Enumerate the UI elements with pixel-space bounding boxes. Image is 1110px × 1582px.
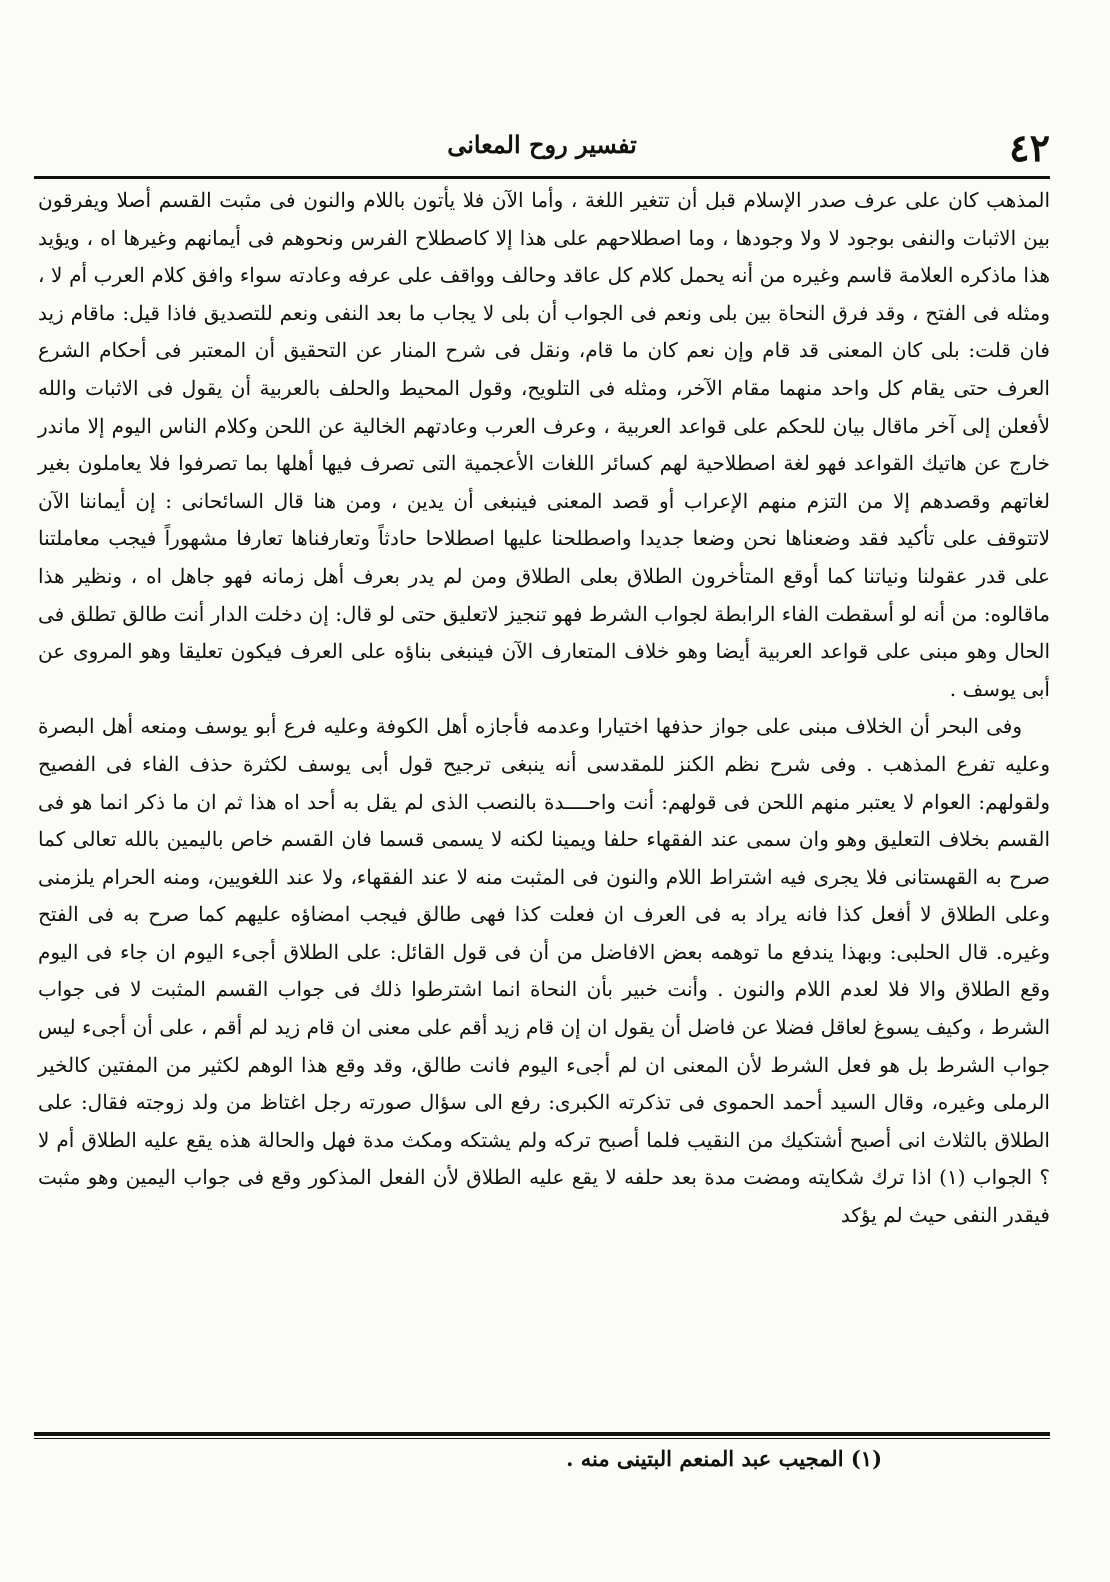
page-number: ٤٢: [1009, 125, 1050, 170]
paragraph-2: وفى البحر أن الخلاف مبنى على جواز حذفها اختيارا وعدمه فأجازه أهل الكوفة وعليه فرع أبو يوسف ومنعه أهل البصرة وعليه تفرع المذهب . وفى شرح نظم الكنز للمقدسى أنه ينبغى ترجيح قول أبى يوسف لكثرة حذف الفاء فى الفصيح ولقولهم: العوام لا يعتبر منهم اللحن فى قولهم: أنت واحــــدة بالنصب الذى لم يقل به أحد اه هذا ثم ان ما ذكر انما هو فى القسم بخلاف التعليق وهو وان سمى عند الفقهاء حلفا ويمينا لكنه لا يسمى قسما فان القسم خاص باليمين بالله تعالى كما صرح به القهستانى فلا يجرى فيه اشتراط اللام والنون فى المثبت منه لا عند الفقهاء، ولا عند اللغويين، ومنه الحرام يلزمنى وعلى الطلاق لا أفعل كذا فانه يراد به فى العرف ان فعلت كذا فهى طالق فيجب امضاؤه عليهم كما صرح به فى الفتح وغيره. قال الحلبى: وبهذا يندفع ما توهمه بعض الافاضل من أن فى قول القائل: على الطلاق أجىء اليوم ان جاء فى اليوم وقع الطلاق والا فلا لعدم اللام والنون . وأنت خبير بأن النحاة انما اشترطوا ذلك فى جواب القسم المثبت لا فى جواب الشرط ، وكيف يسوغ لعاقل فضلا عن فاضل أن يقول ان إن قام زيد أقم على معنى ان قام زيد لم أقم ، على أن أجىء ليس جواب الشرط بل هو فعل الشرط لأن المعنى ان لم أجىء اليوم فانت طالق، وقد وقع هذا الوهم لكثير من المفتين كالخير الرملى وغيره، وقال السيد أحمد الحموى فى تذكرته الكبرى: رفع الى سؤال صورته رجل اغتاظ من ولد زوجته فقال: على الطلاق بالثلاث انى أصبح أشتكيك من النقيب فلما أصبح تركه ولم يشتكه ومكث مدة فهل والحالة هذه يقع عليه الطلاق أم لا ؟ الجواب (١) اذا ترك شكايته ومضت مدة بعد حلفه لا يقع عليه الطلاق لأن الفعل المذكور وقع فى جواب اليمين وهو مثبت فيقدر النفى حيث لم يؤكد: [38, 714, 1050, 1228]
main-text: [38, 182, 1050, 1235]
page-header: [34, 126, 1050, 174]
footnote-rule: [34, 1432, 1050, 1436]
header-rule: [34, 176, 1050, 179]
running-title: تفسير روح المعانى: [447, 130, 637, 159]
footnote-rule-thin: [34, 1438, 1050, 1439]
paragraph-1: المذهب كان على عرف صدر الإسلام قبل أن تتغير اللغة ، وأما الآن فلا يأتون باللام والنون فى مثبت القسم أصلا ويفرقون بين الاثبات والنفى بوجود لا ولا وجودها ، وما اصطلاحهم على هذا إلا كاصطلاح الفرس ونحوهم فى أيمانهم وغيرها اه ، ويؤيد هذا ماذكره العلامة قاسم وغيره من أنه يحمل كلام كل عاقد وحالف وواقف على عرفه وعادته سواء وافق كلام العرب أم لا ، ومثله فى الفتح ، وقد فرق النحاة بين بلى ونعم فى الجواب أن بلى لا يجاب ما بعد النفى ونعم للتصديق فاذا قيل: ماقام زيد فان قلت: بلى كان المعنى قد قام وإن نعم كان ما قام، ونقل فى شرح المنار عن التحقيق أن المعتبر فى أحكام الشرع العرف حتى يقام كل واحد منهما مقام الآخر، ومثله فى التلويح، وقول المحيط والحلف بالعربية أن يقول فى الاثبات والله لأفعلن إلى آخر ماقال بيان للحكم على قواعد العربية ، وعرف العرب وعادتهم الخالية عن اللحن وكلام الناس اليوم إلا ماندر خارج عن هاتيك القواعد فهو لغة اصطلاحية لهم كسائر اللغات الأعجمية التى تصرف فيها أهلها بما تصرفوا فلا يعاملون بغير لغاتهم وقصدهم إلا من التزم منهم الإعراب أو قصد المعنى فينبغى أن يدين ، ومن هنا قال السائحانى : إن أيماننا الآن لاتتوقف على تأكيد فقد وضعناها نحن وضعا جديدا واصطلحنا عليها اصطلاحا حادثاً وتعارفناها تعارفا مشهوراً فيجب معاملتنا على قدر عقولنا ونياتنا كما أوقع المتأخرون الطلاق بعلى الطلاق ومن لم يدر بعرف أهل زمانه فهو جاهل اه ، ونظير هذا ماقالوه: من أنه لو أسقطت الفاء الرابطة لجواب الشرط فهو تنجيز لاتعليق حتى لو قال: إن دخلت الدار أنت طالق تطلق فى الحال وهو مبنى على قواعد العربية أيضا وهو خلاف المتعارف الآن فينبغى بناؤه على العرف فيكون تعليقا وهو المروى عن أبى يوسف .: [38, 188, 1051, 701]
footnote: (١) المجيب عبد المنعم البتينى منه .: [566, 1446, 882, 1471]
